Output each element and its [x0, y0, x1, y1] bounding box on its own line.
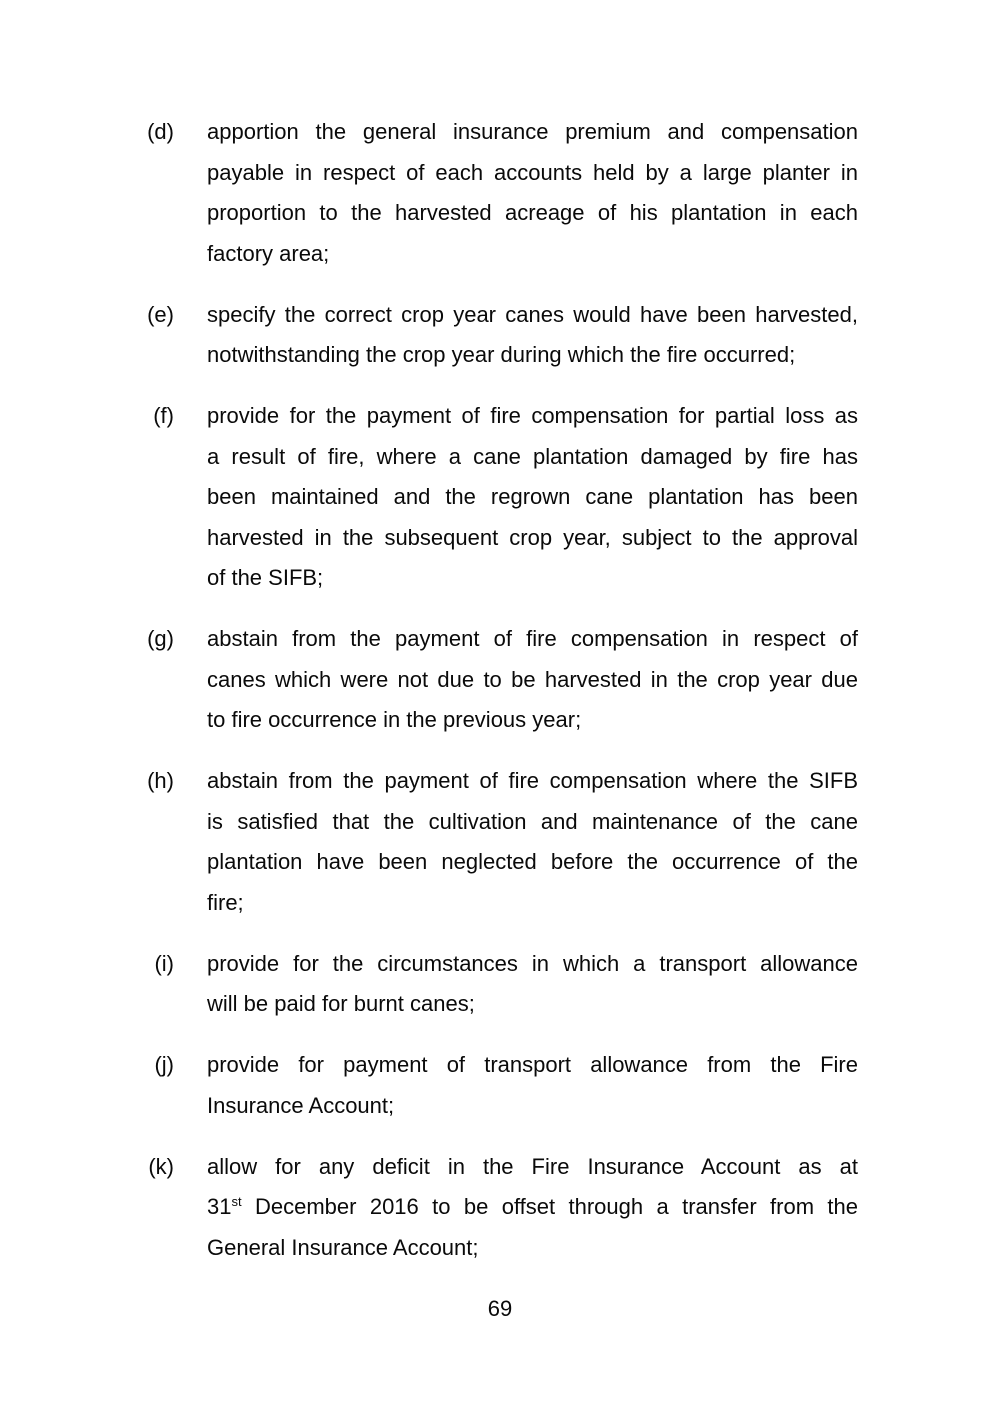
text-line: been maintained and the regrown cane plantation has been [207, 484, 858, 509]
text-line: specify the correct crop year canes would have been harvested, [207, 301, 858, 327]
text-line: canes which were not due to be harvested in the crop year due [207, 666, 858, 692]
item-text [207, 1147, 858, 1269]
text-line: abstain from the payment of fire compensation where the SIFB [207, 768, 858, 793]
item-text [207, 1045, 858, 1126]
text-line: will be paid for burnt canes; [207, 991, 475, 1016]
text-line: notwithstanding the crop year during which the fire occurred; [207, 342, 796, 367]
list-item-i [134, 944, 1000, 1025]
text-line-with-superscript [207, 1187, 858, 1228]
item-text [207, 761, 858, 923]
item-text [207, 619, 858, 741]
superscript-ordinal: st [231, 1194, 242, 1209]
text-line: provide for the circumstances in which a transport allowance [207, 950, 858, 976]
text-line: provide for payment of transport allowance from the Fire [207, 1052, 858, 1077]
item-label: (e) [147, 301, 174, 327]
text-line: payable in respect of each accounts held by a large planter in [207, 159, 858, 185]
text-line: harvested in the subsequent crop year, subject to the approval [207, 524, 858, 550]
list-item-k [134, 1147, 1000, 1269]
item-label: (g) [147, 626, 174, 651]
item-text [207, 396, 858, 599]
item-label: (i) [154, 950, 174, 976]
list-item-e [134, 295, 1000, 376]
item-text [207, 944, 858, 1025]
text-line: is satisfied that the cultivation and maintenance of the cane [207, 808, 858, 834]
item-label: (j) [154, 1052, 174, 1077]
text-line: Insurance Account; [207, 1092, 395, 1118]
list-item-h [134, 761, 1000, 923]
text-segment: 31 [207, 1194, 232, 1219]
text-line: abstain from the payment of fire compensation in respect of [207, 626, 858, 651]
text-line: to fire occurrence in the previous year; [207, 707, 582, 732]
item-label: (d) [147, 119, 174, 144]
item-label: (f) [153, 403, 174, 428]
list-item-f [134, 396, 1000, 599]
list-item-j [134, 1045, 1000, 1126]
text-line: factory area; [207, 240, 330, 266]
item-text [207, 112, 858, 274]
page-number: 69 [487, 1295, 513, 1321]
list-item-g [134, 619, 1000, 741]
list-item-d [134, 112, 1000, 274]
text-line: allow for any deficit in the Fire Insurance Account as at [207, 1153, 858, 1179]
item-label: (h) [147, 768, 174, 793]
text-line: of the SIFB; [207, 565, 324, 590]
text-line: apportion the general insurance premium and compensation [207, 119, 858, 144]
text-segment: December 2016 to be offset through a transfer from the [254, 1194, 858, 1219]
item-label: (k) [148, 1153, 174, 1179]
item-text [207, 295, 858, 376]
text-line: a result of fire, where a cane plantation damaged by fire has [207, 443, 858, 469]
text-line: fire; [207, 889, 244, 915]
text-line: plantation have been neglected before the occurrence of the [207, 849, 858, 874]
text-line: proportion to the harvested acreage of his plantation in each [207, 200, 858, 225]
text-line: provide for the payment of fire compensation for partial loss as [207, 403, 858, 428]
text-line: General Insurance Account; [207, 1234, 479, 1260]
